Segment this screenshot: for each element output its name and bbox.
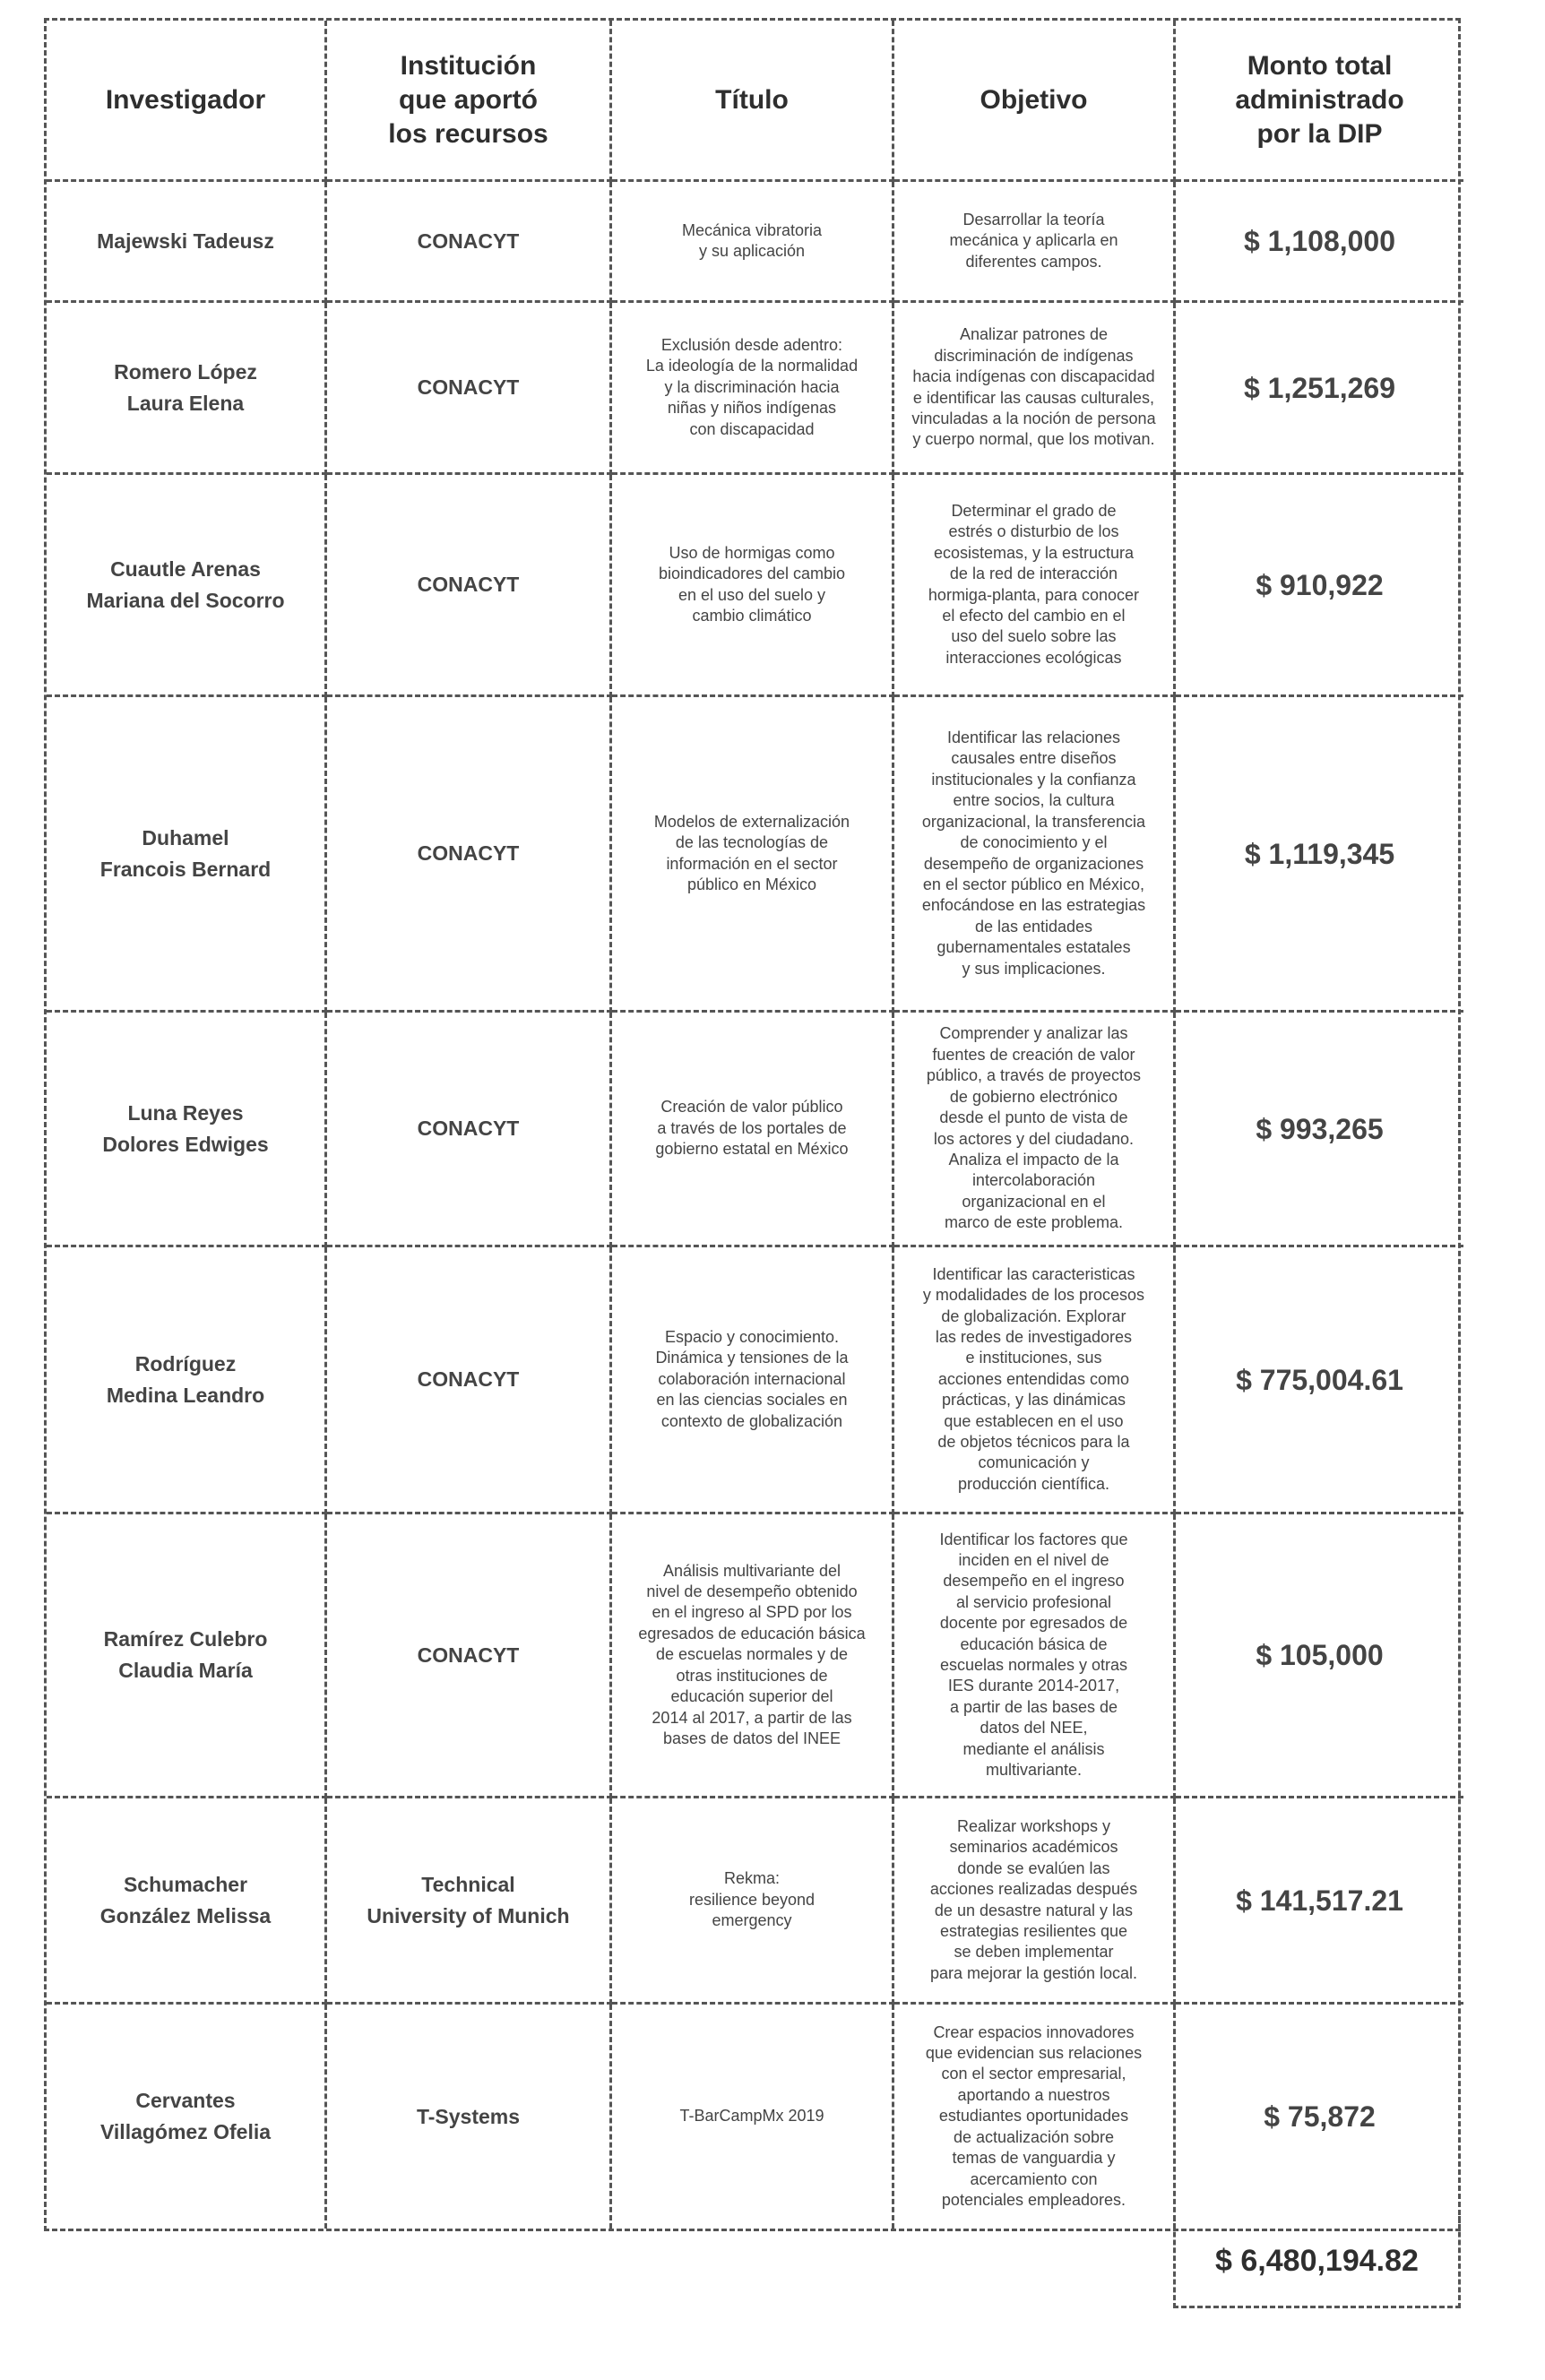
funding-table [44, 18, 1461, 2231]
institucion-cell [327, 475, 612, 697]
objetivo-cell [894, 1514, 1176, 1798]
monto-text: $ 1,251,269 [1243, 371, 1396, 404]
investigador-text: Duhamel Francois Bernard [99, 825, 272, 881]
investigador-text: Schumacher González Melissa [99, 1872, 272, 1927]
titulo-text: Uso de hormigas como bioindicadores del cambio en el uso del suelo y cambio climático [658, 543, 846, 625]
objetivo-text: Identificar los factores que inciden en el nivel de desempeño en el ingreso al servicio profesional docente por egresados de educación básica de escuelas normales y otras IES durante 2014-2017, a partir de las bases de datos del NEE, mediante el análisis multivariante. [939, 1530, 1128, 1780]
monto-text: $ 775,004.61 [1236, 1363, 1403, 1396]
titulo-cell [612, 1798, 894, 2005]
investigador-text: Romero López Laura Elena [114, 359, 257, 415]
monto-text: $ 993,265 [1256, 1112, 1384, 1145]
investigador-text: Majewski Tadeusz [97, 229, 274, 253]
objetivo-cell [894, 1013, 1176, 1247]
titulo-text: Exclusión desde adentro: La ideología de la normalidad y la discriminación hacia niñas y niños indígenas con discapacidad [645, 335, 859, 438]
objetivo-cell [894, 1247, 1176, 1514]
objetivo-text: Comprender y analizar las fuentes de creación de valor público, a través de proyectos de gobierno electrónico desde el punto de vista de los actores y del ciudadano. Analiza el impacto de la intercolaboración organizacional en el marco de este problema. [926, 1024, 1142, 1232]
investigador-cell [47, 1514, 327, 1798]
institucion-cell [327, 1013, 612, 1247]
titulo-cell [612, 303, 894, 475]
monto-text: $ 75,872 [1264, 2100, 1376, 2133]
monto-cell [1176, 1798, 1463, 2005]
titulo-cell [612, 182, 894, 303]
investigador-cell [47, 475, 327, 697]
investigador-cell [47, 303, 327, 475]
monto-cell [1176, 1013, 1463, 1247]
header-titulo: Título [612, 21, 894, 182]
objetivo-text: Determinar el grado de estrés o disturbio de los ecosistemas, y la estructura de la red de interacción hormiga-planta, para conocer el efecto del cambio en el uso del suelo sobre las interacciones ecológicas [928, 501, 1140, 667]
monto-cell [1176, 475, 1463, 697]
objetivo-cell [894, 1798, 1176, 2005]
investigador-cell [47, 1247, 327, 1514]
institucion-text: CONACYT [417, 1117, 520, 1140]
investigador-cell [47, 1798, 327, 2005]
institucion-text: T-Systems [416, 2104, 521, 2128]
objetivo-cell [894, 697, 1176, 1013]
institucion-cell [327, 303, 612, 475]
institucion-cell [327, 1514, 612, 1798]
monto-cell [1176, 182, 1463, 303]
institucion-text: CONACYT [417, 573, 520, 596]
titulo-cell [612, 2005, 894, 2229]
titulo-cell [612, 697, 894, 1013]
monto-cell [1176, 1247, 1463, 1514]
investigador-cell [47, 697, 327, 1013]
monto-text: $ 1,108,000 [1243, 225, 1396, 257]
monto-text: $ 141,517.21 [1236, 1884, 1403, 1917]
titulo-text: Mecánica vibratoria y su aplicación [681, 220, 823, 260]
total-cell [1173, 2216, 1461, 2308]
monto-cell [1176, 1514, 1463, 1798]
titulo-cell [612, 1247, 894, 1514]
investigador-text: Cervantes Villagómez Ofelia [99, 2089, 272, 2143]
institucion-cell [327, 1247, 612, 1514]
monto-text: $ 1,119,345 [1244, 837, 1395, 870]
investigador-cell [47, 182, 327, 303]
objetivo-cell [894, 2005, 1176, 2229]
objetivo-cell [894, 182, 1176, 303]
header-monto: Monto total administrado por la DIP [1176, 21, 1463, 182]
titulo-cell [612, 1013, 894, 1247]
objetivo-text: Analizar patrones de discriminación de indígenas hacia indígenas con discapacidad e identificar las causas culturales, vinculadas a la noción de persona y cuerpo normal, que los motivan. [911, 325, 1156, 449]
institucion-cell [327, 1798, 612, 2005]
titulo-text: Creación de valor público a través de los portales de gobierno estatal en México [655, 1098, 849, 1159]
institucion-cell [327, 182, 612, 303]
objetivo-text: Realizar workshops y seminarios académicos donde se evalúen las acciones realizadas después de un desastre natural y las estrategias resilientes que se deben implementar para mejorar la gestión local. [929, 1816, 1138, 1982]
titulo-text: T-BarCampMx 2019 [679, 2107, 824, 2126]
objetivo-text: Desarrollar la teoría mecánica y aplicarla en diferentes campos. [949, 210, 1118, 271]
institucion-cell [327, 697, 612, 1013]
header-institucion: Institución que aportó los recursos [327, 21, 612, 182]
titulo-text: Rekma: resilience beyond emergency [688, 1869, 816, 1930]
institucion-text: CONACYT [417, 375, 520, 399]
investigador-text: Cuautle Arenas Mariana del Socorro [86, 556, 285, 612]
titulo-text: Modelos de externalización de las tecnologías de información en el sector público en México [653, 812, 850, 893]
investigador-text: Ramírez Culebro Claudia María [103, 1627, 268, 1682]
objetivo-cell [894, 475, 1176, 697]
monto-cell [1176, 697, 1463, 1013]
objetivo-cell [894, 303, 1176, 475]
institucion-text: CONACYT [417, 841, 520, 865]
header-investigador: Investigador [47, 21, 327, 182]
objetivo-text: Identificar las caracteristicas y modalidades de los procesos de globalización. Explorar las redes de investigadores e instituciones, sus acciones entendidas como prácticas, y las dinámicas que establecen en el uso de objetos técnicos para la comunicación y producción científica. [922, 1264, 1145, 1493]
titulo-text: Análisis multivariante del nivel de desempeño obtenido en el ingreso al SPD por los egresados de educación básica de escuelas normales y de otras instituciones de educación superior del 2014 al 2017, a partir de las bases de datos del INEE [638, 1561, 866, 1747]
monto-text: $ 910,922 [1256, 568, 1384, 601]
monto-cell [1176, 303, 1463, 475]
objetivo-text: Identificar las relaciones causales entre diseños institucionales y la confianza entre socios, la cultura organizacional, la transferencia de conocimiento y el desempeño de organizaciones en el sector público en México, enfocándose en las estrategias de las entidades gubernamentales estatales y sus implicaciones. [921, 729, 1146, 978]
investigador-cell [47, 1013, 327, 1247]
titulo-cell [612, 1514, 894, 1798]
objetivo-text: Crear espacios innovadores que evidencian sus relaciones con el sector empresarial, aportando a nuestros estudiantes oportunidades de actualización sobre temas de vanguardia y acercamiento con potenciales empleadores. [925, 2022, 1143, 2209]
institucion-text: CONACYT [417, 1643, 520, 1667]
monto-cell [1176, 2005, 1463, 2229]
institucion-text: CONACYT [417, 229, 520, 253]
titulo-cell [612, 475, 894, 697]
investigador-text: Rodríguez Medina Leandro [106, 1351, 265, 1407]
titulo-text: Espacio y conocimiento. Dinámica y tensiones de la colaboración internacional en las ciencias sociales en contexto de globalización [655, 1327, 849, 1430]
institucion-text: CONACYT [417, 1367, 520, 1391]
monto-text: $ 105,000 [1256, 1639, 1384, 1671]
investigador-cell [47, 2005, 327, 2229]
total-amount: $ 6,480,194.82 [1215, 2244, 1419, 2278]
investigador-text: Luna Reyes Dolores Edwiges [102, 1100, 269, 1156]
institucion-cell [327, 2005, 612, 2229]
header-objetivo: Objetivo [894, 21, 1176, 182]
institucion-text: Technical University of Munich [367, 1872, 570, 1927]
